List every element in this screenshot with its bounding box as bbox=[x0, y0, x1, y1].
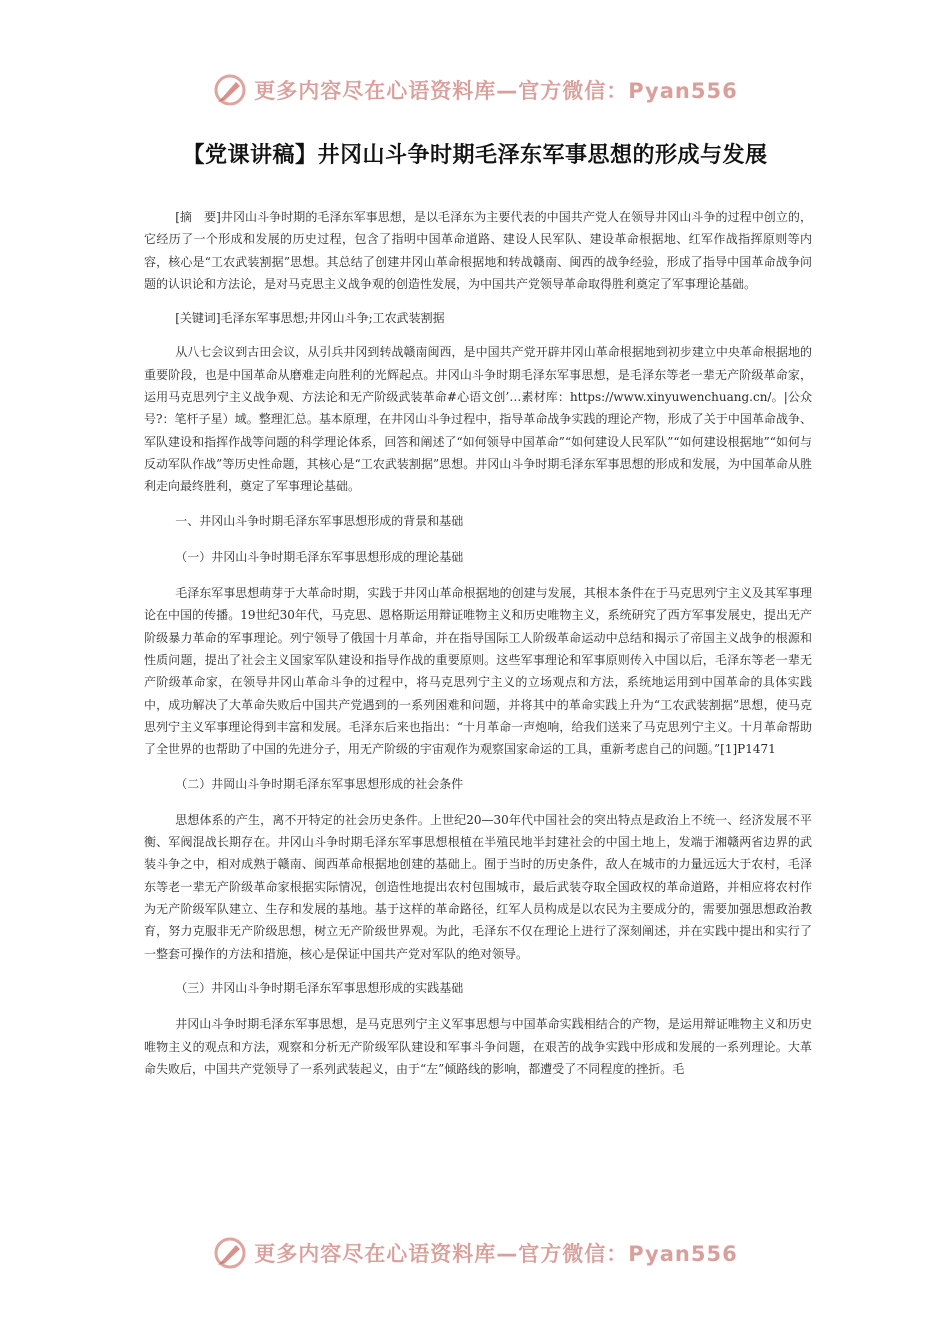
header-watermark bbox=[0, 70, 950, 110]
abstract-paragraph: [摘 要]井冈山斗争时期的毛泽东军事思想，是以毛泽东为主要代表的中国共产党人在领导井冈山斗争的过程中创立的，它经历了一个形成和发展的历史过程，包含了指明中国革命道路、建设人民军队、建设革命根据地、红军作战指挥原则等内容，核心是“工农武装割据”思想。其总结了创建井冈山革命根据地和转战赣南、闽西的战争经验，形成了指导中国革命战争问题的认识论和方法论，是对马克思主义战争观的创造性发展，为中国共产党领导革命取得胜利奠定了军事理论基础。 bbox=[144, 210, 812, 291]
intro-paragraph: 从八七会议到古田会议，从引兵井冈到转战赣南闽西，是中国共产党开辟井冈山革命根据地到初步建立中央革命根据地的重要阶段，也是中国革命从磨难走向胜利的光辉起点。井冈山斗争时期毛泽东军事思想，是毛泽东等老一辈无产阶级革命家，运用马克思列宁主义战争观、方法论和无产阶级武装革命#心语文创’…素材库：https://www.xinyuwenchuang.cn/。|公众号?：笔杆子星）域。整理汇总。基本原理，在井冈山斗争过程中，指导革命战争实践的理论产物，形成了关于中国革命战争、军队建设和指挥作战等问题的科学理论体系，回答和阐述了“如何领导中国革命”“如何建设人民军队”“如何建设根据地”“如何与反动军队作战”等历史性命题，其核心是“工农武装割据”思想。井冈山斗争时期毛泽东军事思想的形成和发展，为中国革命从胜利走向最终胜利，奠定了军事理论基础。 bbox=[144, 345, 812, 494]
subsection-heading-2: （二）井岡山斗争时期毛泽东军事思想形成的社会条件 bbox=[175, 776, 464, 791]
subsection-heading-3: （三）井冈山斗争时期毛泽东军事思想形成的实践基础 bbox=[175, 980, 464, 995]
subsection-heading-1: （一）井冈山斗争时期毛泽东军事思想形成的理论基础 bbox=[175, 549, 464, 564]
document-body bbox=[144, 206, 812, 1092]
footer-watermark-text: 更多内容尽在心语资料库—官方微信：Pyan556 bbox=[254, 1242, 738, 1266]
document-title: 【党课讲稿】井冈山斗争时期毛泽东军事思想的形成与发展 bbox=[182, 143, 768, 168]
body-paragraph-practice: 井冈山斗争时期毛泽东军事思想，是马克思列宁主义军事思想与中国革命实践相结合的产物，是运用辩证唯物主义和历史唯物主义的观点和方法，观察和分析无产阶级军队建设和军事斗争问题，在艰苦的战争实践中形成和发展的一系列理论。大革命失败后，中国共产党领导了一系列武装起义，由于“左”倾路线的影响，都遭受了不同程度的挫折。毛 bbox=[144, 1017, 812, 1076]
footer-watermark bbox=[0, 1233, 950, 1273]
section-heading-1: 一、井冈山斗争时期毛泽东军事思想形成的背景和基础 bbox=[175, 513, 464, 528]
keywords-paragraph: [关键词]毛泽东军事思想;井冈山斗争;工农武装割据 bbox=[175, 311, 445, 326]
pen-nib-circle-icon bbox=[212, 72, 248, 108]
body-paragraph-theory: 毛泽东军事思想萌芽于大革命时期，实践于井冈山革命根据地的创建与发展，其根本条件在于马克思列宁主义及其军事理论在中国的传播。19世纪30年代，马克思、恩格斯运用辩证唯物主义和历史唯物主义，系统研究了西方军事发展史，提出无产阶级暴力革命的军事理论。列宁领导了俄国十月革命，并在指导国际工人阶级革命运动中总结和揭示了帝国主义战争的根源和性质问题，提出了社会主义国家军队建设和指导作战的重要原则。这些军事理论和军事原则传入中国以后，毛泽东等老一辈无产阶级革命家，在领导井冈山革命斗争的过程中，将马克思列宁主义的立场观点和方法，系统地运用到中国革命的具体实践中，成功解决了大革命失败后中国共产党遇到的一系列困难和问题，并将其中的革命实践上升为“工农武装割据”思想，使马克思列宁主义军事理论得到丰富和发展。毛泽东后来也指出：“十月革命一声炮响，给我们送来了马克思列宁主义。十月革命帮助了全世界的也帮助了中国的先进分子，用无产阶级的宇宙观作为观察国家命运的工具，重新考虑自己的问题。”[1]P1471 bbox=[144, 586, 812, 757]
header-watermark-text: 更多内容尽在心语资料库—官方微信：Pyan556 bbox=[254, 79, 738, 103]
pen-nib-circle-icon bbox=[212, 1235, 248, 1271]
body-paragraph-social: 思想体系的产生，离不开特定的社会历史条件。上世纪20—30年代中国社会的突出特点是政治上不统一、经济发展不平衡、军阀混战长期存在。井冈山斗争时期毛泽东军事思想根植在半殖民地半封建社会的中国土地上，发端于湘赣两省边界的武装斗争之中，相对成熟于赣南、闽西革命根据地创建的基础上。囿于当时的历史条件，敌人在城市的力量远远大于农村，毛泽东等老一辈无产阶级革命家根据实际情况，创造性地提出农村包围城市，最后武装夺取全国政权的革命道路，并相应将农村作为无产阶级军队建立、生存和发展的基地。基于这样的革命路径，红军人员构成是以农民为主要成分的，需要加强思想政治教育，努力克服非无产阶级思想，树立无产阶级世界观。为此，毛泽东不仅在理论上进行了深刻阐述，并在实践中提出和实行了一整套可操作的方法和措施，核心是保证中国共产党对军队的绝对领导。 bbox=[144, 812, 812, 961]
